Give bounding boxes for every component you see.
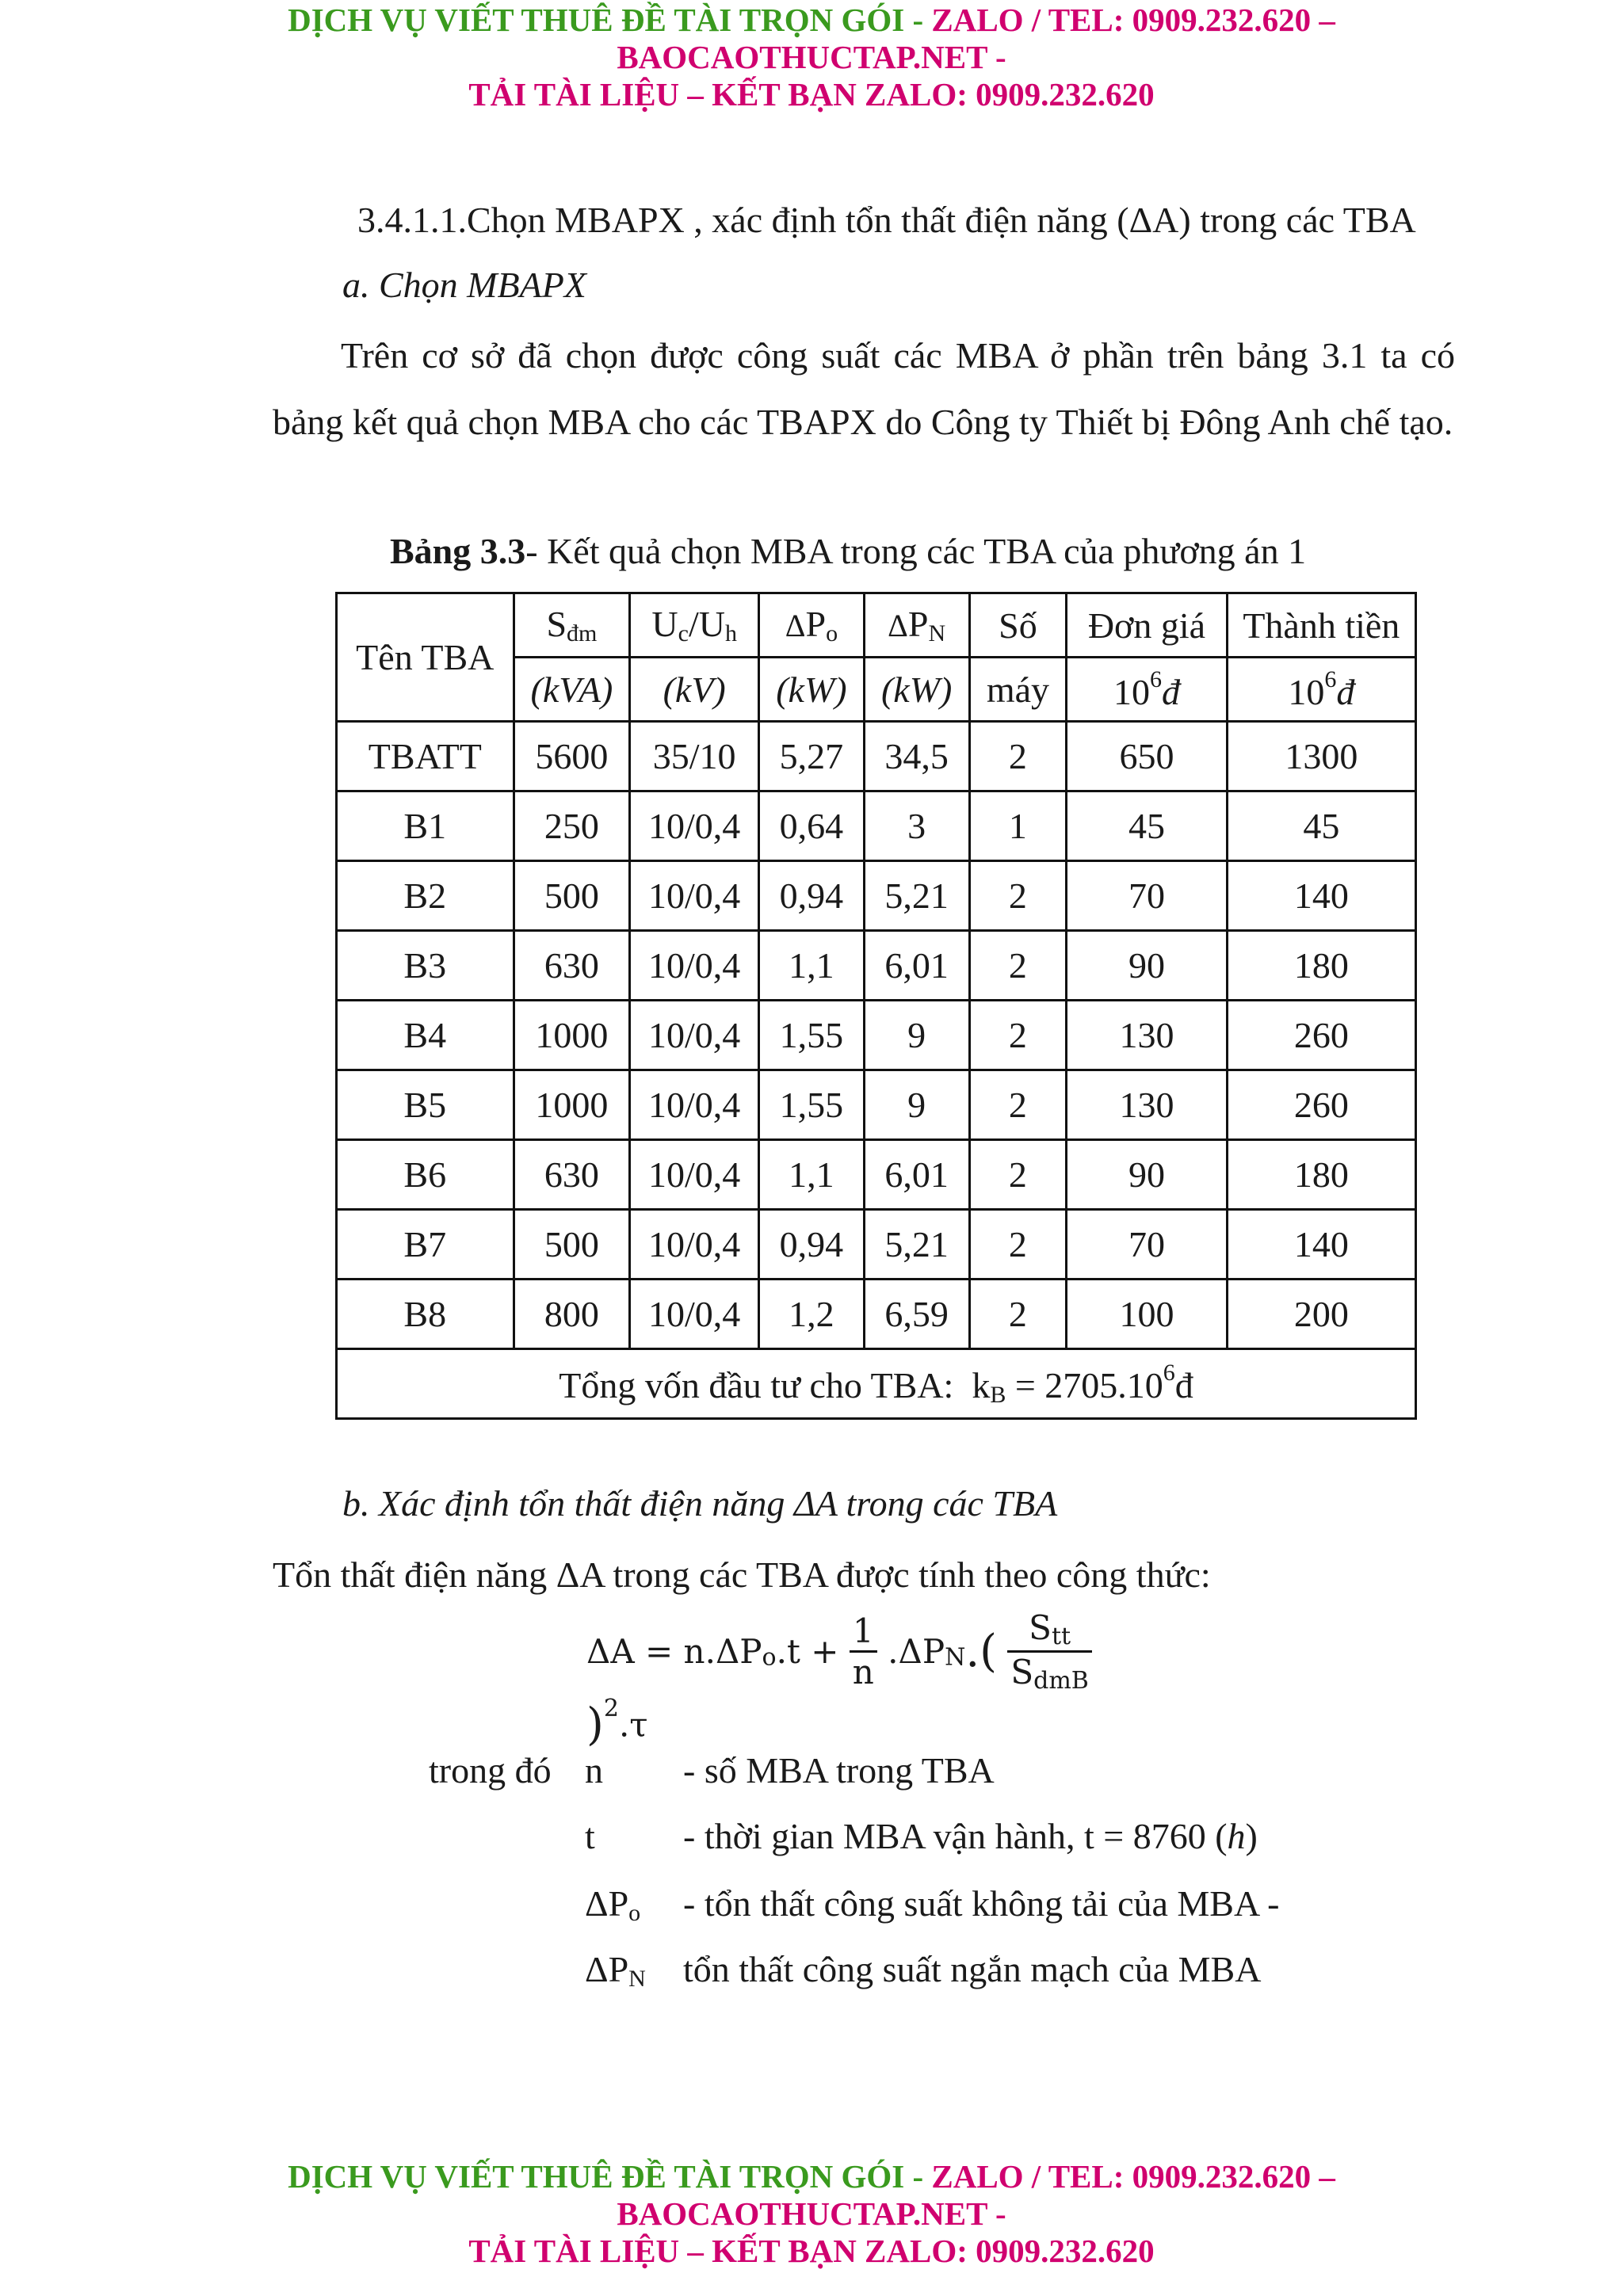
footer-service-text: DỊCH VỤ VIẾT THUÊ ĐỀ TÀI TRỌN GÓI - xyxy=(288,2158,932,2195)
table-cell: 180 xyxy=(1227,1140,1415,1210)
table-header-row-1 xyxy=(337,593,1416,658)
footer-download: TẢI TÀI LIỆU – KẾT BẠN ZALO: 0909.232.620 xyxy=(468,2233,1155,2269)
table-cell: 90 xyxy=(1067,931,1227,1001)
table-cell: 260 xyxy=(1227,1070,1415,1140)
intro-paragraph-line1: Trên cơ sở đã chọn được công suất các MBA ở phần trên bảng 3.1 ta có xyxy=(341,335,1455,376)
header-noload-loss: $\Delta P_o$ xyxy=(759,593,865,658)
header-noload-loss-unit: (kW) xyxy=(759,658,865,722)
table-cell: 34,5 xyxy=(864,722,969,791)
table-row xyxy=(337,1070,1416,1140)
formula-fraction: $\frac{1}{n}$ xyxy=(850,1611,877,1691)
table-cell: 260 xyxy=(1227,1001,1415,1070)
table-cell: 630 xyxy=(514,1140,630,1210)
table-cell: 2 xyxy=(969,931,1067,1001)
header-banner xyxy=(0,2,1623,113)
table-caption xyxy=(390,529,1306,574)
total-investment: Tổng vốn đầu tư cho TBA: $k_B$ = $2705.10^6đ$ xyxy=(337,1349,1416,1419)
banner-website: BAOCAOTHUCTAP.NET - xyxy=(617,39,1006,75)
table-cell: 130 xyxy=(1067,1001,1227,1070)
footer-line-1 xyxy=(0,2158,1623,2195)
energy-loss-formula: $\Delta A = n.\Delta P_o.t$ + $\frac{1}{n}$ $.\Delta P_N$.( $\frac{S_{tt}}{S_{dmB}}$ )$^2$.τ xyxy=(586,1608,1157,1727)
table-cell: 10/0,4 xyxy=(630,1210,759,1280)
table-cell: B7 xyxy=(337,1210,514,1280)
table-cell: 1,55 xyxy=(759,1070,865,1140)
transformer-table xyxy=(335,592,1417,1420)
table-cell: 650 xyxy=(1067,722,1227,791)
header-shortcircuit-loss: $\Delta P_N$ xyxy=(864,593,969,658)
def-p0-text: - tổn thất công suất không tải của MBA - xyxy=(683,1883,1280,1924)
table-cell: 140 xyxy=(1227,1210,1415,1280)
intro-paragraph-rest: bảng kết quả chọn MBA cho các TBAPX do Công ty Thiết bị Đông Anh chế tạo. xyxy=(273,402,1453,442)
table-row xyxy=(337,1280,1416,1349)
table-cell: 10/0,4 xyxy=(630,1001,759,1070)
header-count-unit: máy xyxy=(969,658,1067,722)
footer-banner xyxy=(0,2158,1623,2270)
banner-contact-text: ZALO / TEL: 0909.232.620 – xyxy=(931,2,1335,38)
formula-ratio: $\frac{S_{tt}}{S_{dmB}}$ xyxy=(1007,1608,1091,1695)
table-cell: 3 xyxy=(864,791,969,861)
def-t-symbol: t xyxy=(585,1816,595,1856)
table-cell: 630 xyxy=(514,931,630,1001)
table-cell: 0,94 xyxy=(759,861,865,931)
table-cell: 1,2 xyxy=(759,1280,865,1349)
table-cell: 140 xyxy=(1227,861,1415,931)
header-unit-price: Đơn giá xyxy=(1067,593,1227,658)
banner-download: TẢI TÀI LIỆU – KẾT BẠN ZALO: 0909.232.620 xyxy=(468,76,1155,113)
table-cell: 1,1 xyxy=(759,1140,865,1210)
table-caption-text: - Kết quả chọn MBA trong các TBA của phương án 1 xyxy=(525,531,1307,571)
table-cell: 10/0,4 xyxy=(630,791,759,861)
section-heading: 3.4.1.1.Chọn MBAPX , xác định tổn thất điện năng (ΔA) trong các TBA xyxy=(357,200,1416,240)
def-p0-symbol: $\Delta P_o$ xyxy=(585,1883,641,1926)
table-cell: 9 xyxy=(864,1001,969,1070)
table-row xyxy=(337,931,1416,1001)
table-cell: 2 xyxy=(969,1070,1067,1140)
table-cell: 1 xyxy=(969,791,1067,861)
subsection-b-title: b. Xác định tổn thất điện năng ΔA trong các TBA xyxy=(342,1483,1058,1524)
table-row xyxy=(337,861,1416,931)
table-row xyxy=(337,1210,1416,1280)
intro-paragraph xyxy=(273,322,1455,456)
table-cell: 500 xyxy=(514,1210,630,1280)
table-cell: 6,01 xyxy=(864,1140,969,1210)
table-cell: 2 xyxy=(969,1280,1067,1349)
table-cell: 45 xyxy=(1067,791,1227,861)
table-cell: B4 xyxy=(337,1001,514,1070)
table-cell: 2 xyxy=(969,1001,1067,1070)
table-cell: 10/0,4 xyxy=(630,1070,759,1140)
table-cell: 500 xyxy=(514,861,630,931)
table-caption-number: Bảng 3.3 xyxy=(390,531,526,571)
table-cell: 5,21 xyxy=(864,1210,969,1280)
table-cell: B2 xyxy=(337,861,514,931)
table-cell: 45 xyxy=(1227,791,1415,861)
def-pn-symbol: $\Delta P_N$ xyxy=(585,1949,646,1992)
table-cell: 1,1 xyxy=(759,931,865,1001)
def-t-text: - thời gian MBA vận hành, t = 8760 (h) xyxy=(683,1816,1258,1856)
table-cell: 2 xyxy=(969,722,1067,791)
footer-contact-text: ZALO / TEL: 0909.232.620 – xyxy=(931,2158,1335,2195)
table-cell: TBATT xyxy=(337,722,514,791)
table-cell: 1000 xyxy=(514,1001,630,1070)
def-n-text: - số MBA trong TBA xyxy=(683,1750,995,1791)
banner-line-1 xyxy=(0,2,1623,39)
table-cell: 35/10 xyxy=(630,722,759,791)
header-station-name: Tên TBA xyxy=(337,593,514,722)
header-rated-power-unit: (kVA) xyxy=(514,658,630,722)
table-cell: 5600 xyxy=(514,722,630,791)
formula-intro: Tổn thất điện năng ΔA trong các TBA được tính theo công thức: xyxy=(273,1554,1211,1595)
table-cell: 10/0,4 xyxy=(630,861,759,931)
table-cell: 6,01 xyxy=(864,931,969,1001)
table-cell: 0,94 xyxy=(759,1210,865,1280)
footer-website: BAOCAOTHUCTAP.NET - xyxy=(617,2195,1006,2232)
subsection-a-title: a. Chọn MBAPX xyxy=(342,265,586,305)
table-cell: 5,27 xyxy=(759,722,865,791)
table-cell: 0,64 xyxy=(759,791,865,861)
table-body xyxy=(337,722,1416,1349)
definitions-lead: trong đó xyxy=(429,1750,552,1791)
table-row xyxy=(337,1140,1416,1210)
table-cell: 1000 xyxy=(514,1070,630,1140)
table-cell: 5,21 xyxy=(864,861,969,931)
table-cell: 200 xyxy=(1227,1280,1415,1349)
table-row xyxy=(337,791,1416,861)
table-cell: 180 xyxy=(1227,931,1415,1001)
table-row xyxy=(337,1001,1416,1070)
table-cell: 800 xyxy=(514,1280,630,1349)
table-cell: 6,59 xyxy=(864,1280,969,1349)
table-cell: B8 xyxy=(337,1280,514,1349)
table-cell: 2 xyxy=(969,1140,1067,1210)
table-cell: 10/0,4 xyxy=(630,1280,759,1349)
table-cell: 10/0,4 xyxy=(630,1140,759,1210)
table-cell: 1300 xyxy=(1227,722,1415,791)
table-cell: B6 xyxy=(337,1140,514,1210)
table-cell: 70 xyxy=(1067,1210,1227,1280)
table-cell: B5 xyxy=(337,1070,514,1140)
header-amount-unit: $10^6đ$ xyxy=(1227,658,1415,722)
table-cell: 9 xyxy=(864,1070,969,1140)
table-cell: 2 xyxy=(969,861,1067,931)
table-total-row xyxy=(337,1349,1416,1419)
table-cell: 250 xyxy=(514,791,630,861)
header-count: Số xyxy=(969,593,1067,658)
table-row xyxy=(337,722,1416,791)
table-cell: 70 xyxy=(1067,861,1227,931)
table-cell: 130 xyxy=(1067,1070,1227,1140)
def-n-symbol: n xyxy=(585,1750,603,1791)
table-cell: 1,55 xyxy=(759,1001,865,1070)
header-voltage-unit: (kV) xyxy=(630,658,759,722)
header-shortcircuit-loss-unit: (kW) xyxy=(864,658,969,722)
def-pn-text: tổn thất công suất ngắn mạch của MBA xyxy=(683,1949,1262,1989)
table-cell: B3 xyxy=(337,931,514,1001)
header-amount: Thành tiền xyxy=(1227,593,1415,658)
table-cell: 90 xyxy=(1067,1140,1227,1210)
table-cell: 2 xyxy=(969,1210,1067,1280)
header-voltage: $U_c/U_h$ xyxy=(630,593,759,658)
table-cell: 10/0,4 xyxy=(630,931,759,1001)
header-unit-price-unit: $10^6đ$ xyxy=(1067,658,1227,722)
banner-service-text: DỊCH VỤ VIẾT THUÊ ĐỀ TÀI TRỌN GÓI - xyxy=(288,2,932,38)
table-cell: B1 xyxy=(337,791,514,861)
header-rated-power: $S_{đm}$ xyxy=(514,593,630,658)
table-cell: 100 xyxy=(1067,1280,1227,1349)
